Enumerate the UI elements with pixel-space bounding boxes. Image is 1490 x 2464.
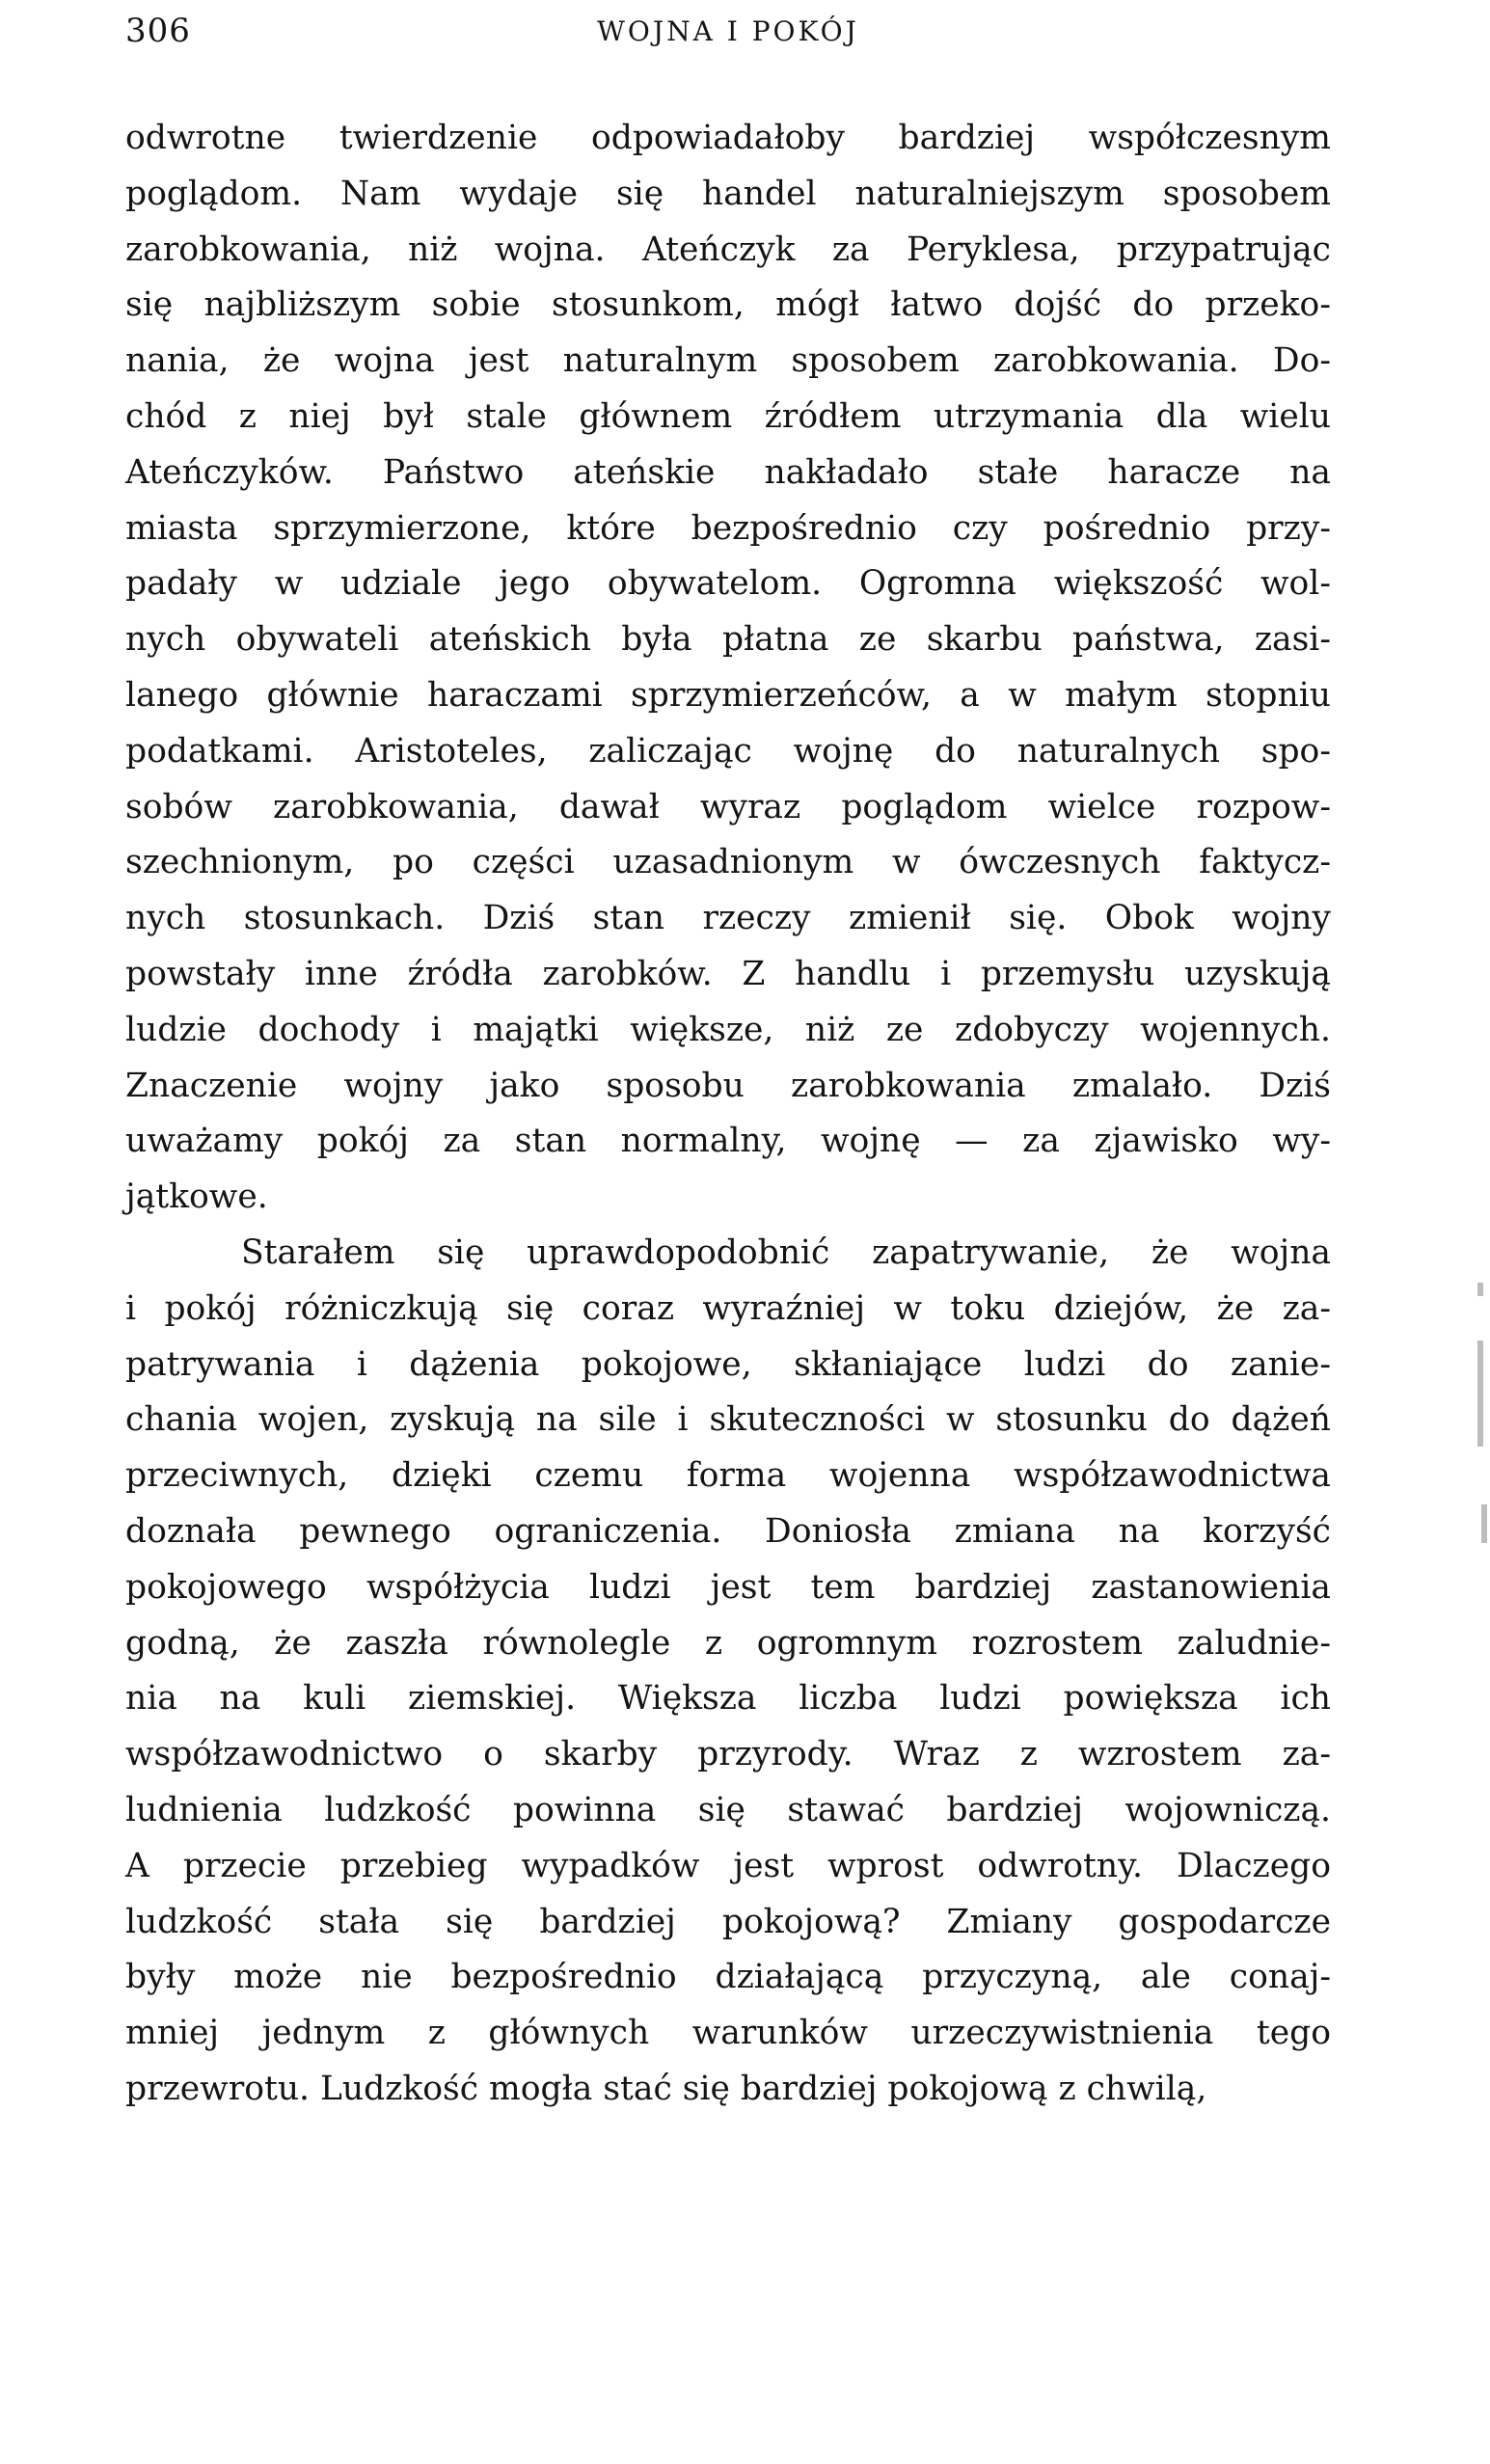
text-line: chania wojen, zyskują na sile i skuteczności w stosunku do dążeń [125,1400,1331,1440]
text-line: ludzkość stała się bardziej pokojową? Zmiany gospodarcze [125,1902,1331,1941]
page-number: 306 [125,12,191,50]
margin-mark [1481,1504,1487,1543]
text-line: szechnionym, po części uzasadnionym w ówczesnych faktycz- [125,843,1331,882]
text-line: przeciwnych, dzięki czemu forma wojenna współzawodnictwa [125,1456,1331,1496]
running-head [125,12,1331,60]
paragraph [125,1226,1331,2118]
text-line: nych obywateli ateńskich była płatna ze skarbu państwa, zasi- [125,620,1331,660]
text-line: jątkowe. [125,1178,268,1217]
text-line: nych stosunkach. Dziś stan rzeczy zmienił się. Obok wojny [125,899,1331,938]
text-line: sobów zarobkowania, dawał wyraz poglądom wielce rozpow- [125,787,1331,826]
text-line: lanego głównie haraczami sprzymierzeńców, a w małym stopniu [125,675,1331,715]
text-line: patrywania i dążenia pokojowe, skłaniające ludzi do zanie- [125,1344,1331,1384]
text-line: Znaczenie wojny jako sposobu zarobkowania zmalało. Dziś [125,1066,1331,1105]
text-line: miasta sprzymierzone, które bezpośrednio czy pośrednio przy- [125,508,1331,548]
text-line: ludzie dochody i majątki większe, niż ze zdobyczy wojennych. [125,1010,1331,1049]
paragraph [125,111,1331,1226]
text-line: chód z niej był stale głównem źródłem utrzymania dla wielu [125,396,1331,436]
text-line: podatkami. Aristoteles, zaliczając wojnę do naturalnych spo- [125,731,1331,771]
text-line: A przecie przebieg wypadków jest wprost odwrotny. Dlaczego [125,1846,1331,1885]
text-line: poglądom. Nam wydaje się handel naturalniejszym sposobem [125,174,1331,213]
text-line: nania, że wojna jest naturalnym sposobem zarobkowania. Do- [125,341,1331,381]
text-line: nia na kuli ziemskiej. Większa liczba ludzi powiększa ich [125,1679,1331,1719]
text-line: powstały inne źródła zarobków. Z handlu i przemysłu uzyskują [125,954,1331,993]
text-line: były może nie bezpośrednio działającą przyczyną, ale conaj- [125,1958,1331,1997]
text-line: uważamy pokój za stan normalny, wojnę — za zjawisko wy- [125,1122,1331,1161]
margin-mark [1477,1283,1483,1296]
text-line: Starałem się uprawdopodobnić zapatrywanie, że wojna [241,1232,1331,1272]
text-line: przewrotu. Ludzkość mogła stać się bardziej pokojową z chwilą, [125,2069,1207,2108]
text-line: pokojowego współżycia ludzi jest tem bardziej zastanowienia [125,1567,1331,1607]
text-line: odwrotne twierdzenie odpowiadałoby bardziej współczesnym [125,119,1331,157]
running-title: WOJNA I POKÓJ [597,15,859,47]
text-line: współzawodnictwo o skarby przyrody. Wraz z wzrostem za- [125,1735,1331,1774]
body-text [125,111,1331,2118]
text-line: się najbliższym sobie stosunkom, mógł łatwo dojść do przeko- [125,285,1331,325]
text-line: Ateńczyków. Państwo ateńskie nakładało stałe haracze na [125,452,1331,492]
text-line: doznała pewnego ograniczenia. Doniosła zmiana na korzyść [125,1511,1331,1551]
text-line: ludnienia ludzkość powinna się stawać bardziej wojowniczą. [125,1790,1331,1829]
text-line: godną, że zaszła równolegle z ogromnym rozrostem zaludnie- [125,1623,1331,1663]
text-line: padały w udziale jego obywatelom. Ogromna większość wol- [125,564,1331,604]
text-line: zarobkowania, niż wojna. Ateńczyk za Peryklesa, przypatrując [125,230,1331,269]
margin-mark [1477,1340,1483,1447]
text-line: i pokój różniczkują się coraz wyraźniej w toku dziejów, że za- [125,1288,1331,1328]
text-line: mniej jednym z głównych warunków urzeczywistnienia tego [125,2014,1331,2053]
